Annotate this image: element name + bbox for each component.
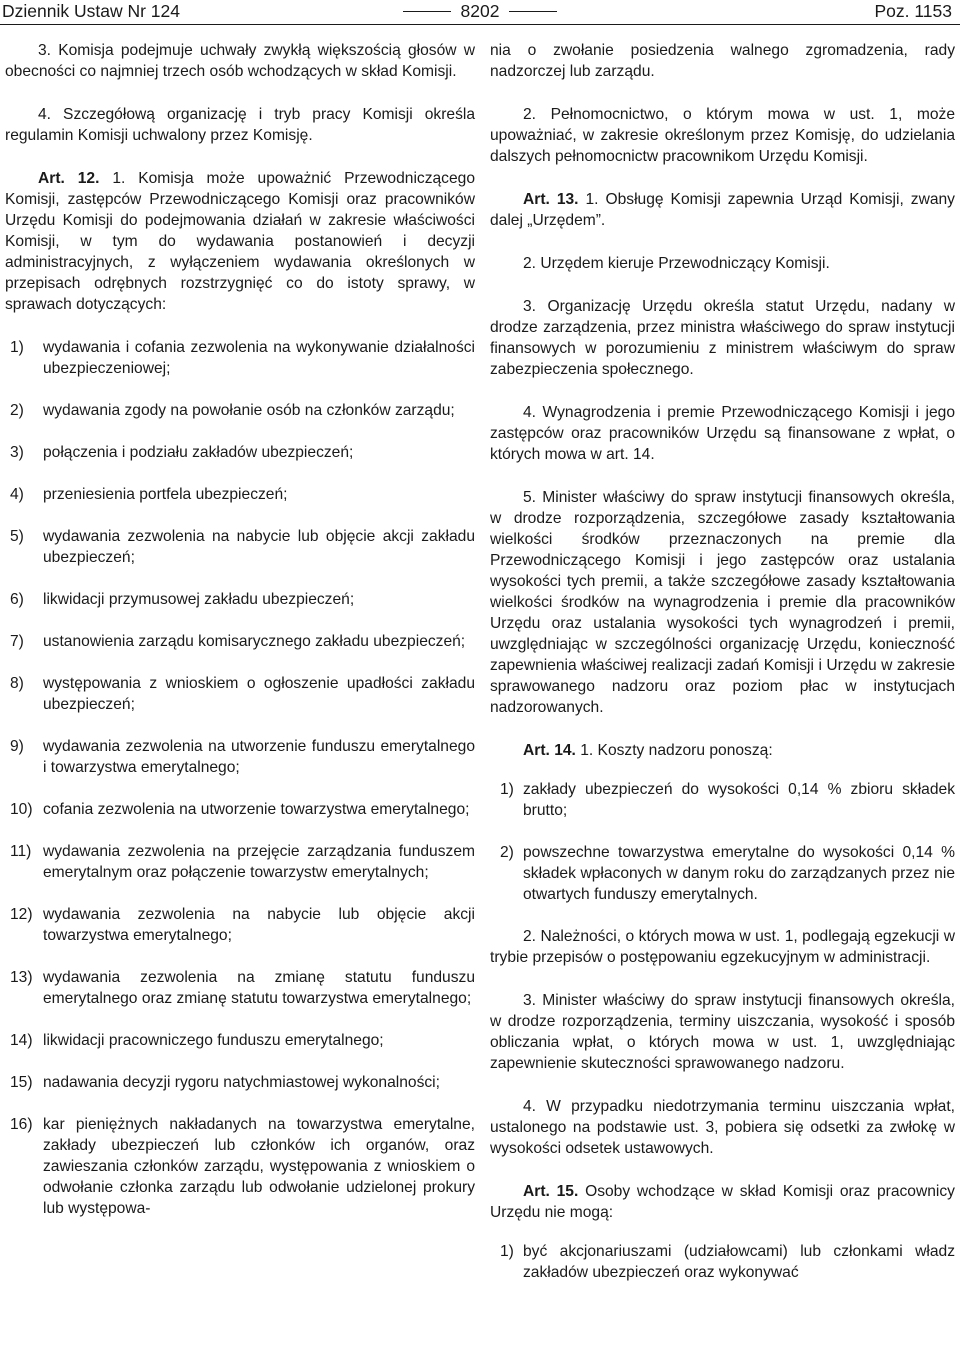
list-item: [5, 799, 475, 820]
list-item: [5, 967, 475, 1009]
art14-para-4: 4. W przypadku niedotrzymania terminu uiszczania wpłat, ustalonego na podstawie ust. 3, pobiera się odsetki za zwłokę w wysokości odsetek ustawowych.: [490, 1098, 955, 1157]
list-item-text: wydawania zezwolenia na nabycie lub objęcie akcji zakładu ubezpieczeń;: [43, 528, 475, 566]
art12-text: 1. Komisja może upoważnić Przewodniczącego Komisji, zastępców Przewodniczącego Komisji oraz pracowników Urzędu Komisji do podejmowania działań w zakresie właściwości Komisji, w tym do wydawania postanowień i decyzji administracyjnych, z wyłączeniem wydawania określonych w przepisach odrębnych rozstrzygnięć co do istoty sprawy, w sprawach dotyczących:: [5, 170, 475, 313]
list-item-text: wydawania zezwolenia na przejęcie zarządzania funduszem emerytalnym oraz połączenie towarzystw emerytalnych;: [43, 843, 475, 881]
list-item-text: likwidacji przymusowej zakładu ubezpieczeń;: [43, 591, 355, 608]
list-item-num: 16): [10, 1116, 33, 1133]
list-item-num: 8): [10, 675, 24, 692]
page-number: 8202: [460, 1, 500, 21]
list-item-text: połączenia i podziału zakładów ubezpieczeń;: [43, 444, 354, 461]
art11-para-4: 4. Szczegółową organizację i tryb pracy Komisji określa regulamin Komisji uchwalony przez Komisję.: [5, 106, 475, 144]
list-item-num: 14): [10, 1032, 33, 1049]
list-item-num: 10): [10, 801, 33, 818]
list-item-text: przeniesienia portfela ubezpieczeń;: [43, 486, 288, 503]
art14-para-3: 3. Minister właściwy do spraw instytucji finansowych określa, w drodze rozporządzenia, terminy uiszczania, wysokość i sposób obliczania wpłat, o których mowa w ust. 1, uwzględniając zapewnienie skuteczności sprawowanego nadzoru.: [490, 992, 955, 1072]
list-item: [5, 673, 475, 715]
list-item: [5, 904, 475, 946]
list-item: [5, 442, 475, 463]
list-item: [5, 337, 475, 379]
list-item-num: 13): [10, 969, 33, 986]
list-item-num: 1): [10, 339, 24, 356]
art13-text: 1. Obsługę Komisji zapewnia Urząd Komisji, zwany dalej „Urzędem”.: [490, 191, 955, 229]
dash-right: [509, 11, 557, 12]
list-item-num: 7): [10, 633, 24, 650]
list-item: [5, 1030, 475, 1051]
art15-label: Art. 15.: [523, 1183, 579, 1200]
list-item: [5, 484, 475, 505]
list-item-num: 2): [500, 844, 514, 861]
page-number-block: [0, 0, 960, 22]
list-item-num: 12): [10, 906, 33, 923]
list-item-text: zakłady ubezpieczeń do wysokości 0,14 % zbioru składek brutto;: [523, 781, 955, 819]
list-item-num: 6): [10, 591, 24, 608]
art13-para-2: 2. Urzędem kieruje Przewodniczący Komisji.: [523, 255, 830, 272]
position-number: Poz. 1153: [874, 1, 952, 21]
art13-para-1: [490, 189, 955, 231]
list-item-num: 11): [10, 843, 32, 860]
list-item-text: cofania zezwolenia na utworzenie towarzystwa emerytalnego;: [43, 801, 470, 818]
list-item-text: być akcjonariuszami (udziałowcami) lub członkami władz zakładów ubezpieczeń oraz wykonywać: [523, 1243, 955, 1281]
list-item: [5, 1072, 475, 1093]
list-item-text: ustanowienia zarządu komisarycznego zakładu ubezpieczeń;: [43, 633, 466, 650]
list-item: [5, 1114, 475, 1219]
list-item: [5, 736, 475, 778]
list-item-num: 9): [10, 738, 24, 755]
list-item-text: likwidacji pracowniczego funduszu emerytalnego;: [43, 1032, 384, 1049]
list-item-num: 5): [10, 528, 24, 545]
list-item-num: 1): [500, 1243, 514, 1260]
list-item-text: wydawania zgody na powołanie osób na członków zarządu;: [43, 402, 455, 419]
list-item-num: 15): [10, 1074, 33, 1091]
art14-para-1: [490, 740, 955, 761]
art11-para-3: 3. Komisja podejmuje uchwały zwykłą większością głosów w obecności co najmniej trzech osób wchodzących w skład Komisji.: [5, 42, 475, 80]
list-item: [490, 1241, 955, 1283]
list-item-text: wydawania zezwolenia na nabycie lub objęcie akcji towarzystwa emerytalnego;: [43, 906, 475, 944]
list-item-text: wydawania zezwolenia na utworzenie funduszu emerytalnego i towarzystwa emerytalnego;: [43, 738, 475, 776]
list-item-text: kar pieniężnych nakładanych na towarzystwa emerytalne, zakłady ubezpieczeń lub członków ich organów, oraz zawieszania członków zarządu, występowania z wnioskiem o odwołanie członka zarządu lub odwołanie udzielonej prokury lub występowa-: [43, 1116, 475, 1217]
list-item: [5, 400, 475, 421]
list-item-num: 3): [10, 444, 24, 461]
list-item: [490, 779, 955, 821]
list-item: [5, 631, 475, 652]
art15-text: Osoby wchodzące w skład Komisji oraz pracownicy Urzędu nie mogą:: [490, 1183, 955, 1221]
art13-para-4: 4. Wynagrodzenia i premie Przewodniczącego Komisji i jego zastępców oraz pracowników Urzędu są finansowane z wpłat, o których mowa w art. 14.: [490, 404, 955, 463]
continued-item-text: nia o zwołanie posiedzenia walnego zgromadzenia, rady nadzorczej lub zarządu.: [490, 42, 955, 80]
left-column: [5, 40, 475, 1240]
list-item-text: wydawania zezwolenia na zmianę statutu funduszu emerytalnego oraz zmianę statutu towarzystwa emerytalnego;: [43, 969, 475, 1007]
list-item-num: 4): [10, 486, 24, 503]
list-item-text: wydawania i cofania zezwolenia na wykonywanie działalności ubezpieczeniowej;: [43, 339, 475, 377]
art12-para-1: [5, 168, 475, 315]
art14-para-2: 2. Należności, o których mowa w ust. 1, podlegają egzekucji w trybie przepisów o postępowaniu egzekucyjnym w administracji.: [490, 928, 955, 966]
art15-para: [490, 1181, 955, 1223]
list-item-num: 1): [500, 781, 514, 798]
art14-text: 1. Koszty nadzoru ponoszą:: [580, 742, 773, 759]
art13-label: Art. 13.: [523, 191, 579, 208]
list-item: [5, 841, 475, 883]
list-item-text: nadawania decyzji rygoru natychmiastowej wykonalności;: [43, 1074, 440, 1091]
art12-label: Art. 12.: [38, 170, 100, 187]
list-item: [5, 526, 475, 568]
list-item-num: 2): [10, 402, 24, 419]
right-column: [490, 40, 955, 1304]
list-item: [5, 589, 475, 610]
dash-left: [403, 11, 451, 12]
journal-title: Dziennik Ustaw Nr 124: [2, 1, 180, 21]
header-rule: [0, 24, 960, 25]
list-item-text: powszechne towarzystwa emerytalne do wysokości 0,14 % składek wpłaconych w danym roku do zarządzanych przez nie otwartych funduszy emerytalnych.: [523, 844, 955, 903]
list-item: [490, 842, 955, 905]
art13-para-5: 5. Minister właściwy do spraw instytucji finansowych określa, w drodze rozporządzenia, szczegółowe zasady kształtowania wielkości środków przeznaczonych na premie dla Przewodniczącego Komisji i jego zastępców oraz ustalania wysokości tych premii, a także szczegółowe zasady kształtowania wielkości środków na wynagrodzenia i premie dla pracowników Urzędu oraz ustalania wysokości tych wynagrodzeń i premii, uwzględniając w szczególności organizację Urzędu, konieczność zapewnienia właściwej realizacji zadań Komisji i Urzędu w zakresie sprawowanego nadzoru oraz poziom płac w instytucjach nadzorowanych.: [490, 489, 955, 716]
art12-para-2: 2. Pełnomocnictwo, o którym mowa w ust. 1, może upoważniać, w zakresie określonym przez Komisję, do udzielania dalszych pełnomocnictw pracownikom Urzędu Komisji.: [490, 106, 955, 165]
art13-para-3: 3. Organizację Urzędu określa statut Urzędu, nadany w drodze zarządzenia, przez ministra właściwego do spraw instytucji finansowych w porozumieniu z ministrem właściwym do spraw zabezpieczenia społecznego.: [490, 298, 955, 378]
list-item-text: występowania z wnioskiem o ogłoszenie upadłości zakładu ubezpieczeń;: [43, 675, 475, 713]
art14-label: Art. 14.: [523, 742, 576, 759]
page-header: [0, 0, 960, 24]
